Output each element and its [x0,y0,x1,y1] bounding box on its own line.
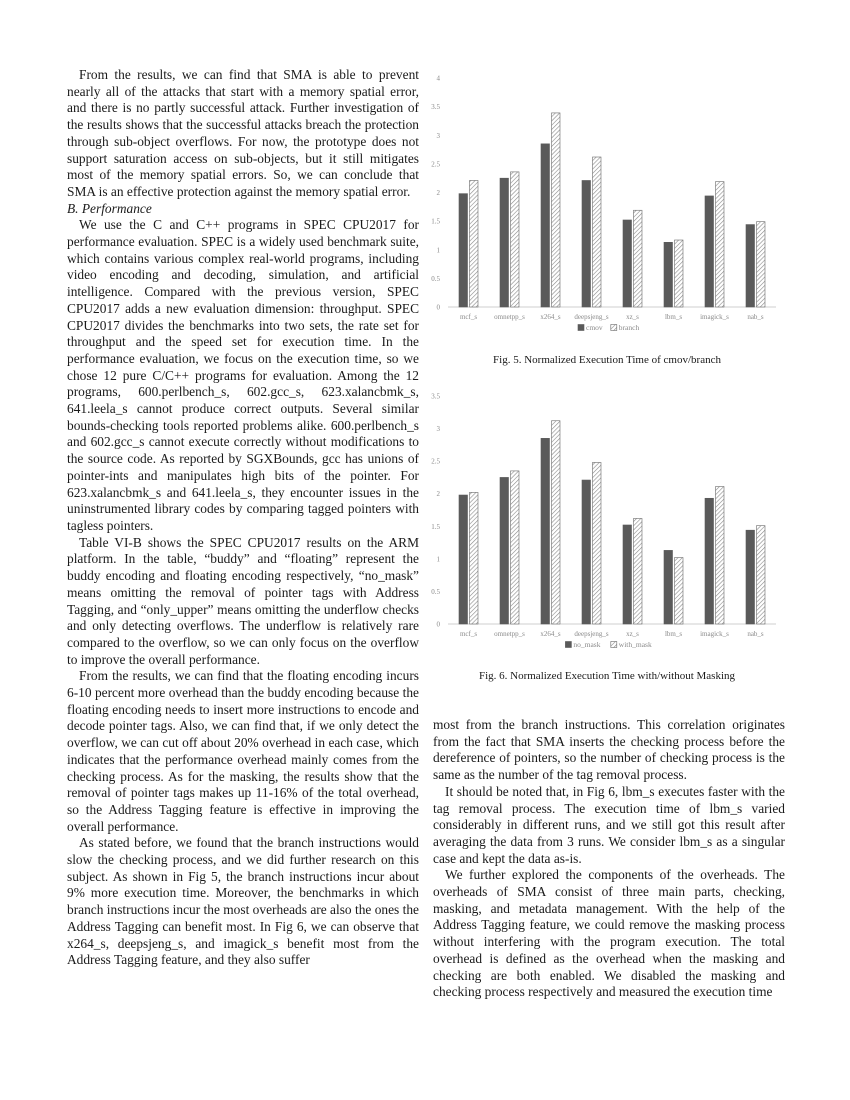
bar-with_mask-x264_s [552,421,561,624]
bar-branch-imagick_s [716,182,725,307]
figure-caption: Fig. 5. Normalized Execution Time of cmov/branch [493,354,721,366]
bar-cmov-deepsjeng_s [582,180,591,307]
chart-masking [426,385,788,665]
bar-branch-xz_s [634,210,643,307]
bar-branch-mcf_s [470,180,479,307]
y-tick-label: 0 [436,303,440,312]
legend-label: no_mask [573,640,601,649]
chart-cmov-branch [426,68,788,348]
y-tick-label: 2.5 [431,457,440,466]
y-tick-label: 1 [436,246,440,255]
y-tick-label: 0 [436,620,440,629]
bar-with_mask-lbm_s [675,558,684,624]
y-tick-label: 1.5 [431,522,440,531]
y-tick-label: 3.5 [431,103,440,112]
y-tick-label: 0.5 [431,274,440,283]
x-tick-label: nab_s [747,313,764,321]
x-tick-label: x264_s [540,313,561,321]
bar-no_mask-omnetpp_s [500,477,509,624]
figure-6 [426,385,788,685]
bar-with_mask-nab_s [757,526,766,624]
bar-no_mask-xz_s [623,525,632,624]
bar-cmov-lbm_s [664,242,673,307]
paragraph: As stated before, we found that the branch instructions would slow the checking process, and we did further research on this subject. As shown in Fig 5, the branch instructions incur about 9% more execution time. Moreover, the benchmarks in which branch instructions incur the most overheads are also the ones the Address Tagging can benefit most. In Fig 6, we can observe that x264_s, deepsjeng_s, and imagick_s benefit most from the Address Tagging feature, and they also suffer [67,835,419,968]
y-tick-label: 3.5 [431,392,440,401]
x-tick-label: imagick_s [700,313,729,321]
bar-no_mask-mcf_s [459,495,468,624]
x-tick-label: omnetpp_s [494,630,525,638]
bar-no_mask-lbm_s [664,550,673,624]
y-tick-label: 1 [436,555,440,564]
legend-label: with_mask [618,640,652,649]
bar-with_mask-imagick_s [716,487,725,624]
legend-label: branch [618,323,640,332]
bar-with_mask-xz_s [634,518,643,624]
bar-branch-lbm_s [675,240,684,307]
y-tick-label: 1.5 [431,217,440,226]
paragraph: From the results, we can find that SMA is able to prevent nearly all of the attacks that start with a memory spatial error, and there is no partly successful attack. Further investigation of the results shows that the successful attacks breach the protection through sub-object overflows. For now, the prototype does not support saturation access on sub-objects, but it still mitigates most of the memory spatial errors. So, we can conclude that SMA is an effective protection against the memory spatial error. [67,67,419,199]
bar-with_mask-deepsjeng_s [593,462,602,624]
legend-label: cmov [586,323,603,332]
bar-branch-nab_s [757,222,766,307]
paragraph: We use the C and C++ programs in SPEC CPU2017 for performance evaluation. SPEC is a widely used benchmark suite, which contains various complex real-world programs, including video encoding and decoding, simulation, and artificial intelligence. Compared with the previous version, SPEC CPU2017 adds a new evaluation dimension: throughput. SPEC CPU2017 divides the benchmarks into two sets, the rate set for throughput and the speed set for execution time. In the performance evaluation, we focus on the execution time, so we chose 12 pure C/C++ programs for evaluation. Among the 12 programs, 600.perlbench_s, 602.gcc_s, 623.xalancbmk_s, 641.leela_s cannot produce correct outputs. Several similar bounds-checking tools reported problems alike. 600.perlbench_s and 602.gcc_s cannot execute correctly without modifications to the source code. As reported by SGXBounds, gcc has unions of pointer-ints and manipulates high bits of the pointer. For 623.xalancbmk_s and 641.leela_s, they encounter issues in the uninstrumented library codes by comparing tagged pointers with tagless pointers. [67,217,419,533]
paragraph: It should be noted that, in Fig 6, lbm_s executes faster with the tag removal process. The execution time of lbm_s varied considerably in different runs, and we still got this result after averaging the data from 3 runs. We consider lbm_s as a singular case and kept the data as-is. [433,783,785,866]
x-tick-label: nab_s [747,630,764,638]
y-tick-label: 2 [436,189,440,197]
right-column [433,717,785,1001]
x-tick-label: x264_s [540,630,561,638]
y-tick-label: 2.5 [431,160,440,169]
y-tick-label: 4 [436,74,440,83]
x-tick-label: xz_s [626,630,639,638]
bar-with_mask-omnetpp_s [511,471,520,624]
x-tick-label: mcf_s [459,630,478,638]
bar-cmov-omnetpp_s [500,178,509,307]
y-tick-label: 2 [436,490,440,499]
bar-no_mask-nab_s [746,530,755,624]
x-tick-label: mcf_s [459,313,478,321]
figure-5 [426,68,788,370]
bar-with_mask-mcf_s [470,492,479,624]
bar-cmov-xz_s [623,220,632,307]
paragraph: From the results, we can find that the floating encoding incurs 6-10 percent more overhead than the buddy encoding because the floating encoding needs to insert more instructions to encode and decode pointer tags. Also, we can find that, if we only detect the overflow, we can cut off about 20% overhead in each case, which indicates that the performance overhead mainly comes from the checking process. As for the masking, the results show that the removal of pointer tags makes up 11-16% of the total overhead, so the Address Tagging feature is effective in improving the overall performance. [67,668,419,834]
legend-swatch-branch [611,325,617,331]
legend-swatch-cmov [578,325,584,331]
x-tick-label: deepsjeng_s [574,630,609,638]
y-tick-label: 3 [436,131,440,140]
x-tick-label: deepsjeng_s [574,313,609,321]
x-tick-label: xz_s [626,313,639,321]
bar-no_mask-imagick_s [705,498,714,624]
bar-no_mask-deepsjeng_s [582,480,591,624]
x-tick-label: imagick_s [700,630,729,638]
section-heading: B. Performance [67,200,152,216]
legend-swatch-no_mask [565,642,571,648]
bar-cmov-imagick_s [705,196,714,307]
x-tick-label: lbm_s [664,313,683,321]
bar-branch-x264_s [552,113,561,307]
x-tick-label: lbm_s [664,630,683,638]
x-tick-label: omnetpp_s [494,313,525,321]
bar-no_mask-x264_s [541,438,550,624]
figure-caption: Fig. 6. Normalized Execution Time with/without Masking [478,670,736,682]
y-tick-label: 0.5 [431,587,440,596]
bar-branch-omnetpp_s [511,172,520,307]
paragraph: We further explored the components of the overheads. The overheads of SMA consist of three main parts, checking, masking, and metadata management. With the help of the Address Tagging feature, we could remove the masking process without interfering with the program execution. The total overhead is defined as the overhead when the masking and checking are both enabled. We disabled the masking and checking process respectively and measured the execution time [433,867,785,1000]
bar-cmov-nab_s [746,225,755,307]
left-column [67,67,419,969]
bar-cmov-x264_s [541,144,550,307]
legend-swatch-with_mask [611,642,617,648]
y-tick-label: 3 [436,425,440,434]
paragraph: Table VI-B shows the SPEC CPU2017 results on the ARM platform. In the table, “buddy” and “floating” represent the buddy encoding and floating encoding respectively, “no_mask” means omitting the removal of pointer tags with Address Tagging, and “only_upper” means omitting the underflow checks and only detecting overflows. The underflow is relatively rare compared to the overflow, so we can only focus on the overflow to improve the overall performance. [67,534,419,667]
paragraph: most from the branch instructions. This correlation originates from the fact that SMA inserts the checking process before the dereference of pointers, so the number of checking process is the same as the number of the tag removal process. [433,717,785,783]
bar-cmov-mcf_s [459,194,468,307]
bar-branch-deepsjeng_s [593,157,602,307]
